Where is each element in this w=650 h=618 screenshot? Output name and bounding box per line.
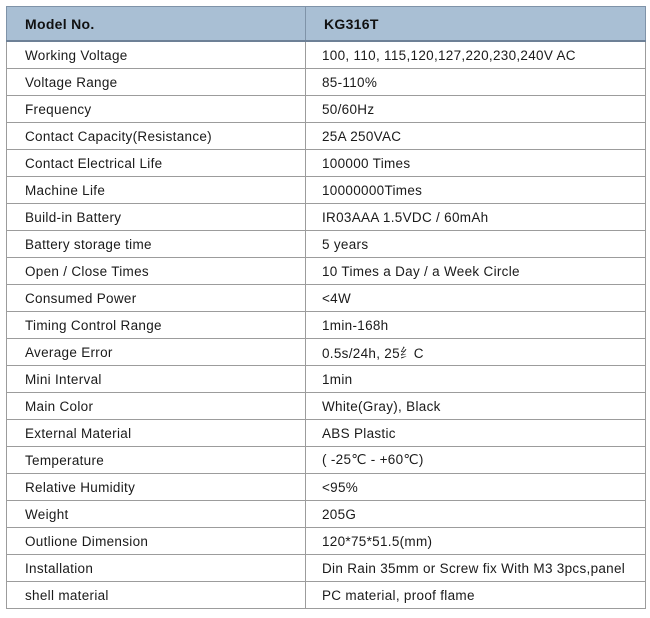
spec-value: 10 Times a Day / a Week Circle [306,258,646,285]
spec-label: Installation [7,555,306,582]
spec-label: Temperature [7,447,306,474]
spec-value: Din Rain 35mm or Screw fix With M3 3pcs,panel [306,555,646,582]
table-row [7,528,646,555]
spec-value: 1min-168h [306,312,646,339]
table-row [7,204,646,231]
spec-label: Average Error [7,339,306,366]
table-row [7,420,646,447]
spec-value: 10000000Times [306,177,646,204]
spec-value: 5 years [306,231,646,258]
spec-value: 100, 110, 115,120,127,220,230,240V AC [306,41,646,69]
spec-label: Weight [7,501,306,528]
spec-table [6,6,646,609]
table-row [7,177,646,204]
spec-label: Consumed Power [7,285,306,312]
spec-label: Battery storage time [7,231,306,258]
table-row [7,555,646,582]
spec-label: Working Voltage [7,41,306,69]
spec-value: 50/60Hz [306,96,646,123]
table-header-row [7,7,646,42]
spec-value: <4W [306,285,646,312]
spec-label: Voltage Range [7,69,306,96]
spec-value: <95% [306,474,646,501]
spec-value: 85-110% [306,69,646,96]
table-row [7,582,646,609]
table-row [7,285,646,312]
header-model: KG316T [306,7,646,42]
spec-label: Build-in Battery [7,204,306,231]
spec-label: Machine Life [7,177,306,204]
spec-value: 120*75*51.5(mm) [306,528,646,555]
spec-label: Timing Control Range [7,312,306,339]
table-row [7,258,646,285]
spec-label: Outlione Dimension [7,528,306,555]
spec-label: Mini Interval [7,366,306,393]
table-row [7,150,646,177]
header-label: Model No. [7,7,306,42]
spec-label: Relative Humidity [7,474,306,501]
spec-label: Contact Capacity(Resistance) [7,123,306,150]
spec-value: ABS Plastic [306,420,646,447]
spec-label: Contact Electrical Life [7,150,306,177]
table-row [7,393,646,420]
spec-label: Frequency [7,96,306,123]
table-row [7,96,646,123]
table-row [7,474,646,501]
spec-value: 0.5s/24h, 25纟C [306,339,646,366]
table-row [7,447,646,474]
table-row [7,339,646,366]
table-row [7,123,646,150]
spec-value: 1min [306,366,646,393]
spec-value: 205G [306,501,646,528]
spec-label: Main Color [7,393,306,420]
table-row [7,312,646,339]
spec-label: Open / Close Times [7,258,306,285]
spec-value: ( -25℃ - +60℃) [306,447,646,474]
table-row [7,231,646,258]
spec-label: shell material [7,582,306,609]
spec-body [7,41,646,609]
spec-value: White(Gray), Black [306,393,646,420]
spec-label: External Material [7,420,306,447]
spec-value: PC material, proof flame [306,582,646,609]
spec-value: IR03AAA 1.5VDC / 60mAh [306,204,646,231]
spec-value: 25A 250VAC [306,123,646,150]
table-row [7,41,646,69]
spec-value: 100000 Times [306,150,646,177]
table-row [7,366,646,393]
table-row [7,501,646,528]
table-row [7,69,646,96]
